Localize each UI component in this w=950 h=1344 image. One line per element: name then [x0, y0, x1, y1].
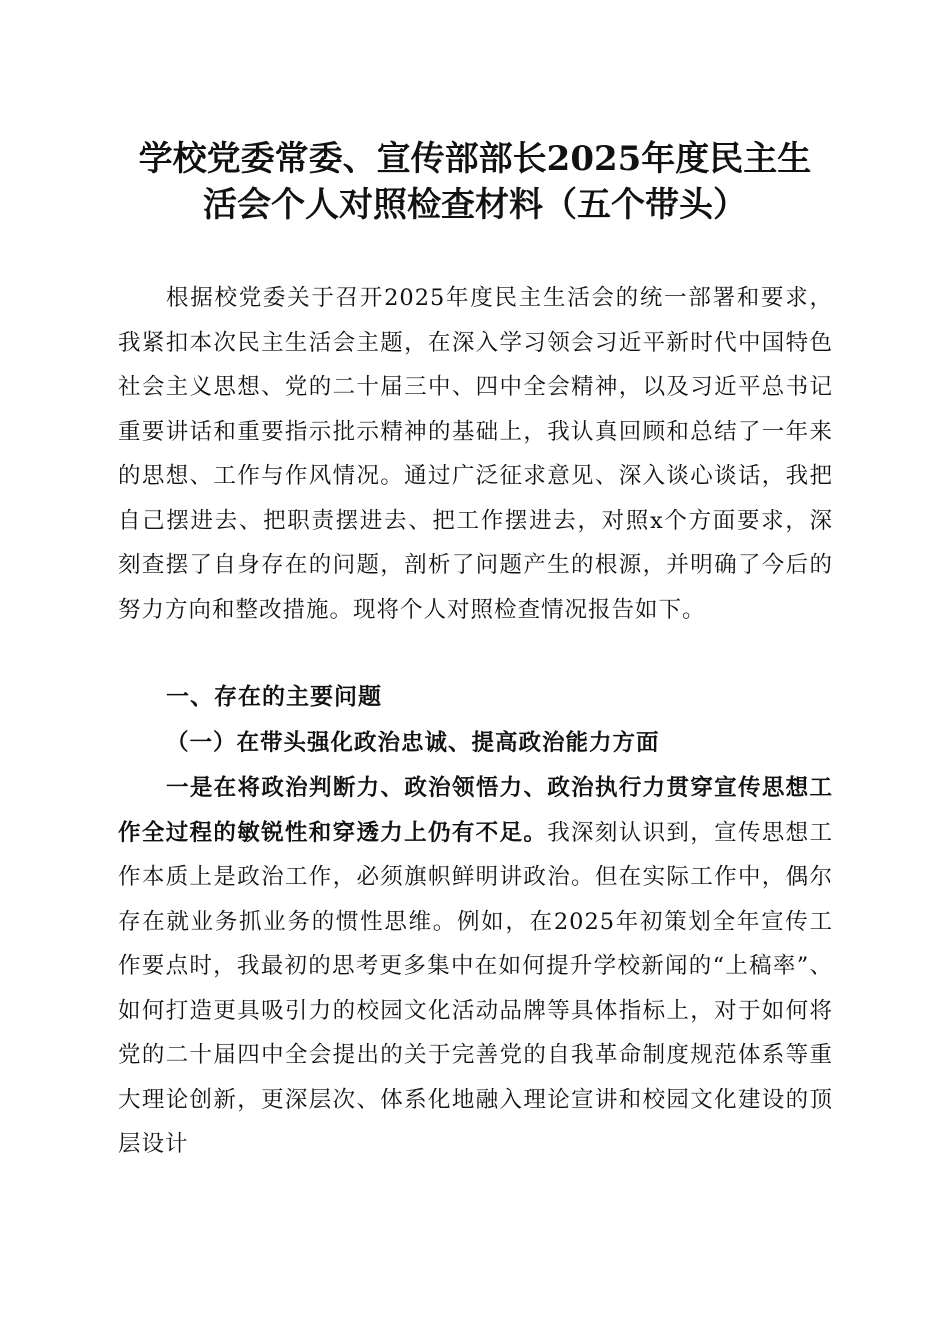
document-title-line2: 活会个人对照检查材料（五个带头）	[203, 185, 747, 225]
section-heading-problems: 一、存在的主要问题	[166, 684, 382, 710]
intro-paragraph: 根据校党委关于召开2025年度民主生活会的统一部署和要求，我紧扣本次民主生活会主题，在深入学习领会习近平新时代中国特色社会主义思想、党的二十届三中、四中全会精神，以及习近平总书记重要讲话和重要指示批示精神的基础上，我认真回顾和总结了一年来的思想、工作与作风情况。通过广泛征求意见、深入谈心谈话，我把自己摆进去、把职责摆进去、把工作摆进去，对照x个方面要求，深刻查摆了自身存在的问题，剖析了问题产生的根源，并明确了今后的努力方向和整改措施。现将个人对照检查情况报告如下。	[118, 285, 833, 623]
problem-detail-text: 我深刻认识到，宣传思想工作本质上是政治工作，必须旗帜鲜明讲政治。但在实际工作中，偶尔存在就业务抓业务的惯性思维。例如，在2025年初策划全年宣传工作要点时，我最初的思考更多集中在如何提升学校新闻的“上稿率”、如何打造更具吸引力的校园文化活动品牌等具体指标上，对于如何将党的二十届四中全会提出的关于完善党的自我革命制度规范体系等重大理论创新，更深层次、体系化地融入理论宣讲和校园文化建设的顶层设计	[118, 819, 833, 1157]
problem-lead-sentence: 一是在将政治判断力、政治领悟力、政治执行力贯穿宣传思想工作全过程的敏锐性和穿透力上仍有不足。	[118, 775, 833, 846]
subsection-heading-political-loyalty: （一）在带头强化政治忠诚、提高政治能力方面	[166, 730, 660, 756]
problem-paragraph-1	[118, 766, 833, 1167]
document-title-line1: 学校党委常委、宣传部部长2025年度民主生	[138, 139, 812, 179]
